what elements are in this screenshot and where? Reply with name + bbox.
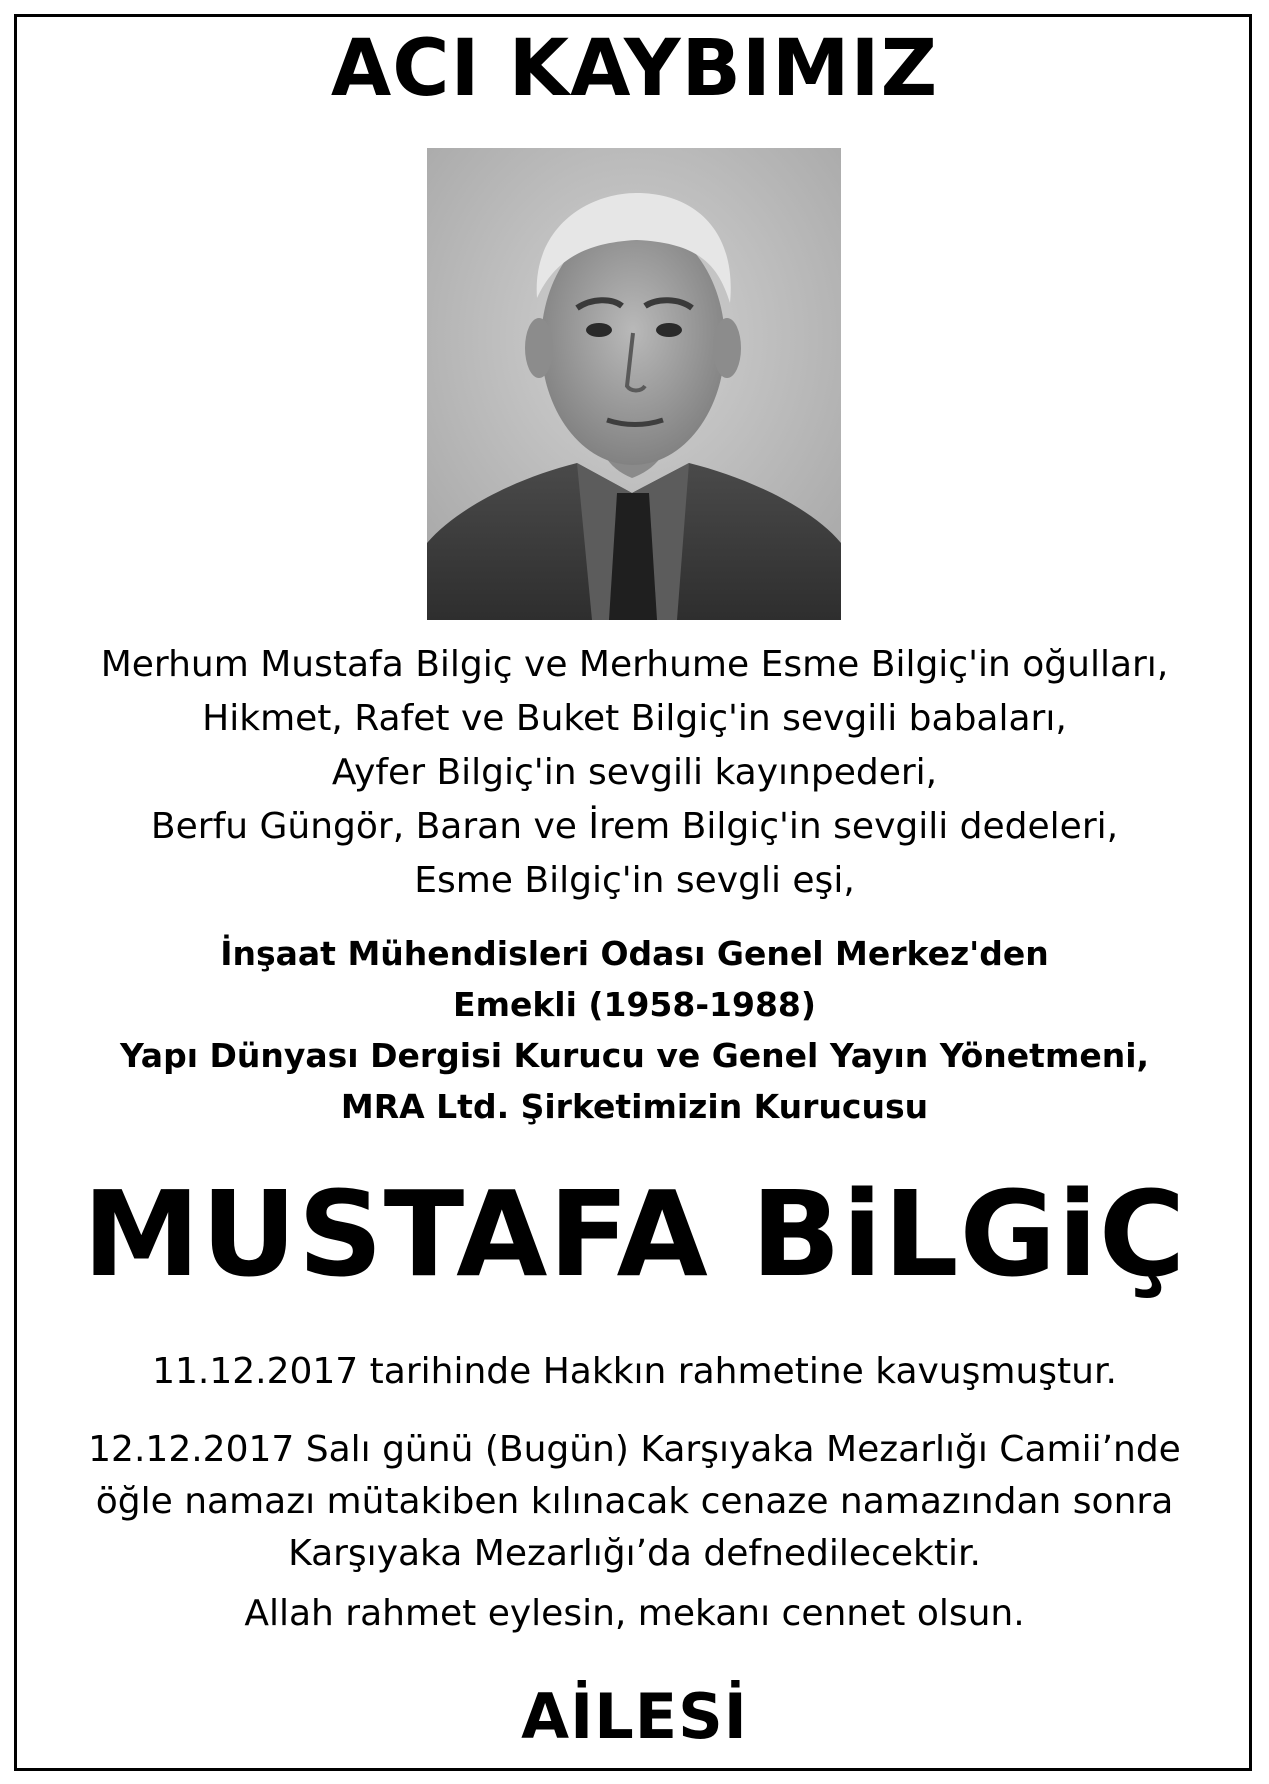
signature: AİLESİ: [521, 1680, 748, 1753]
portrait-photo: [427, 148, 841, 620]
funeral-line: Karşıyaka Mezarlığı’da defnedilecektir.: [288, 1533, 981, 1574]
deceased-name: MUSTAFA BiLGiÇ: [82, 1165, 1187, 1303]
notice-title: ACI KAYBIMIZ: [330, 24, 939, 114]
relations-line: Ayfer Bilgiç'in sevgili kayınpederi,: [331, 752, 938, 793]
career-line: Yapı Dünyası Dergisi Kurucu ve Genel Yayın Yönetmeni,: [119, 1036, 1150, 1075]
funeral-line: öğle namazı mütakiben kılınacak cenaze namazından sonra: [95, 1481, 1174, 1522]
career-text: [0, 928, 1269, 1132]
relations-line: Berfu Güngör, Baran ve İrem Bilgiç'in sevgili dedeleri,: [150, 806, 1119, 847]
prayer-text: Allah rahmet eylesin, mekanı cennet olsun.: [244, 1593, 1025, 1634]
passing-date-text: 11.12.2017 tarihinde Hakkın rahmetine kavuşmuştur.: [152, 1351, 1117, 1392]
funeral-line: 12.12.2017 Salı günü (Bugün) Karşıyaka Mezarlığı Camii’nde: [88, 1429, 1181, 1470]
relations-text: [0, 638, 1269, 908]
career-line: İnşaat Mühendisleri Odası Genel Merkez'den: [220, 934, 1049, 973]
relations-line: Merhum Mustafa Bilgiç ve Merhume Esme Bilgiç'in oğulları,: [100, 644, 1169, 685]
funeral-info: [0, 1424, 1269, 1580]
relations-line: Esme Bilgiç'in sevgli eşi,: [414, 860, 855, 901]
career-line: MRA Ltd. Şirketimizin Kurucusu: [340, 1087, 929, 1126]
relations-line: Hikmet, Rafet ve Buket Bilgiç'in sevgili babaları,: [202, 698, 1067, 739]
career-line: Emekli (1958-1988): [453, 985, 816, 1024]
